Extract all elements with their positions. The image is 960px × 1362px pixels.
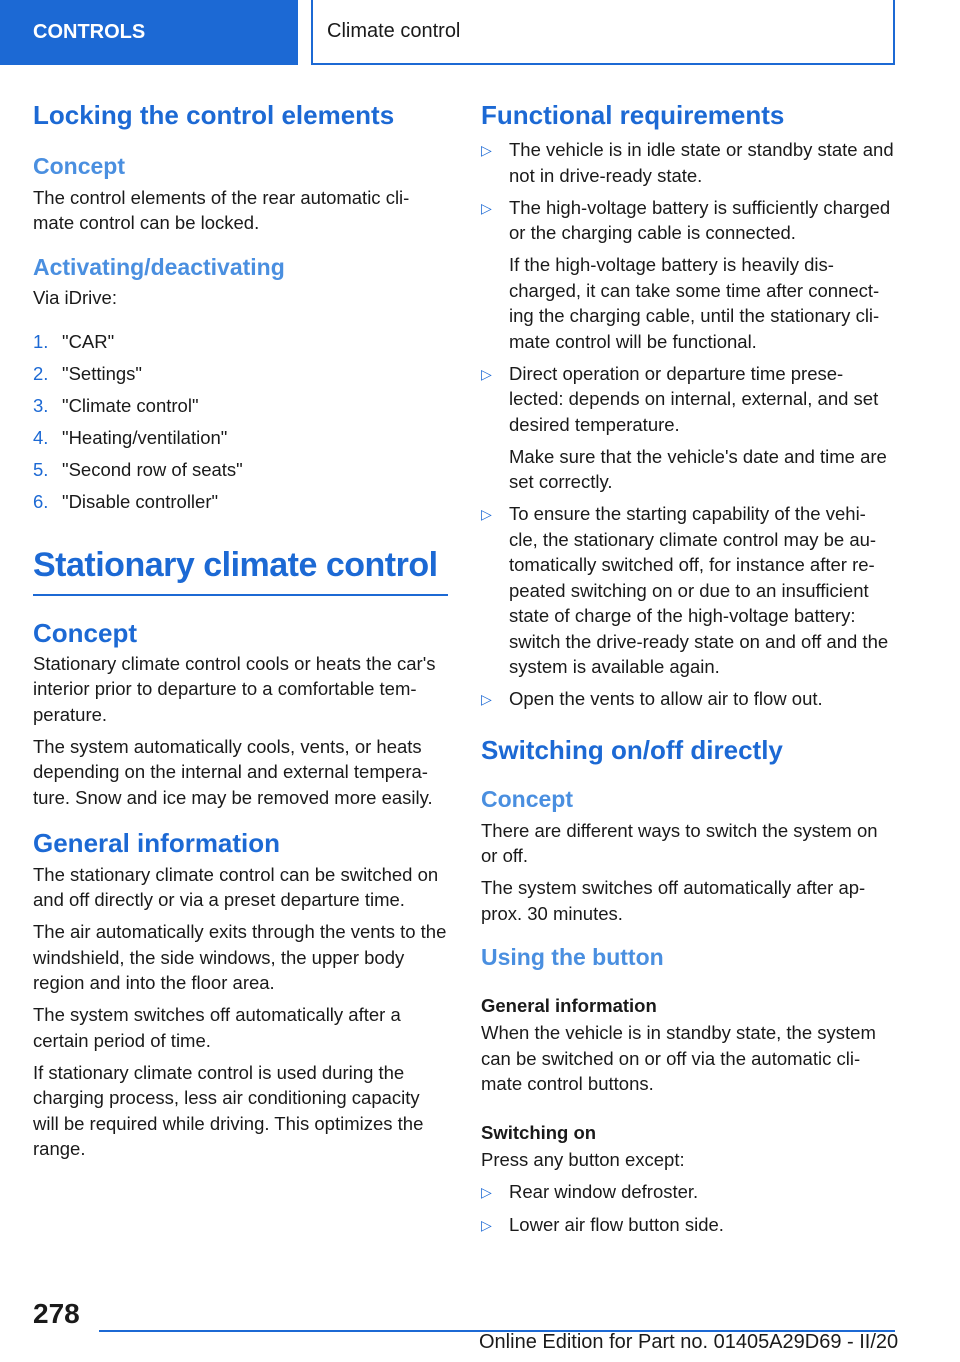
step-text: "Settings" — [62, 362, 142, 384]
general-heading: General information — [33, 828, 281, 859]
requirement-note: Make sure that the vehicle's date and time are set correctly. — [509, 445, 887, 493]
step-number: 2. — [33, 362, 49, 384]
triangle-bullet-icon: ▷ — [481, 1216, 492, 1233]
triangle-bullet-icon: ▷ — [481, 199, 492, 216]
requirement-note: If the high-voltage battery is heavily dis‐ charged, it can take some time after connect‐ ing the charging cable, until the stationary cli‐ mate control will be functional. — [509, 254, 880, 352]
list-item — [33, 361, 448, 387]
list-item — [33, 393, 448, 419]
list-item — [481, 1179, 895, 1206]
list-item — [481, 501, 895, 680]
edition-text: Online Edition for Part no. 01405A29D69 - II/20 — [479, 1331, 899, 1353]
press-text: Press any button except: — [481, 1148, 685, 1170]
chapter-title: Climate control — [327, 20, 461, 42]
list-item — [33, 489, 448, 515]
concept2-paragraph-1: Stationary climate control cools or heats the car's interior prior to departure to a comfortable tem‐ perature. — [33, 652, 436, 725]
section-tab — [0, 0, 298, 65]
exceptions-list — [481, 1179, 895, 1239]
chapter-title-box — [311, 0, 895, 65]
concept2-paragraph-2: The system automatically cools, vents, or heats depending on the internal and external tempera‐ ture. Snow and ice may be removed more easily. — [33, 735, 433, 808]
list-item — [481, 686, 895, 713]
requirements-list — [481, 137, 895, 713]
switching-heading: Switching on/off directly — [481, 735, 783, 766]
step-number: 3. — [33, 394, 49, 416]
button-general-text: When the vehicle is in standby state, the system can be switched on or off via the automatic cli‐ mate control buttons. — [481, 1022, 876, 1095]
switching-concept-paragraph-1: There are different ways to switch the system on or off. — [481, 819, 878, 867]
right-column — [481, 100, 895, 1245]
triangle-bullet-icon: ▷ — [481, 506, 492, 523]
locking-heading: Locking the control elements — [33, 100, 395, 130]
list-item — [33, 457, 448, 483]
page-number: 278 — [33, 1298, 80, 1329]
step-text: "Second row of seats" — [62, 458, 243, 480]
step-text: "Disable controller" — [62, 490, 219, 512]
requirement-text: Open the vents to allow air to flow out. — [509, 688, 823, 710]
activating-heading: Activating/deactivating — [33, 253, 285, 280]
list-item — [33, 329, 448, 355]
step-number: 4. — [33, 426, 49, 448]
concept-text: The control elements of the rear automatic cli‐ mate control can be locked. — [33, 186, 410, 234]
list-item — [481, 195, 895, 355]
step-number: 1. — [33, 330, 49, 352]
concept-heading: Concept — [33, 153, 125, 180]
button-general-heading: General information — [481, 995, 657, 1017]
exception-text: Rear window defroster. — [509, 1180, 699, 1202]
button-heading: Using the button — [481, 944, 664, 971]
general-paragraph-3: The system switches off automatically after a certain period of time. — [33, 1004, 401, 1051]
triangle-bullet-icon: ▷ — [481, 142, 492, 159]
switching-concept-heading: Concept — [481, 786, 573, 813]
triangle-bullet-icon: ▷ — [481, 365, 492, 382]
step-text: "CAR" — [62, 330, 115, 352]
general-paragraph-4: If stationary climate control is used during the charging process, less air conditioning capacity will be required while driving. This optimizes the range. — [33, 1061, 424, 1160]
general-paragraph-2: The air automatically exits through the vents to the windshield, the side windows, the upper body region and into the floor area. — [33, 921, 447, 994]
requirement-text: Direct operation or departure time prese‐ lected: depends on internal, external, and set desired temperature. — [509, 362, 879, 435]
switching-concept-paragraph-2: The system switches off automatically after ap‐ prox. 30 minutes. — [481, 877, 866, 924]
stationary-heading: Stationary climate control — [33, 545, 448, 596]
section-label: CONTROLS — [33, 21, 146, 43]
list-item — [481, 137, 895, 188]
triangle-bullet-icon: ▷ — [481, 1183, 492, 1200]
list-item — [481, 1212, 895, 1239]
requirement-text: The vehicle is in idle state or standby state and not in drive-ready state. — [509, 139, 894, 186]
requirement-text: The high-voltage battery is sufficiently charged or the charging cable is connected. — [509, 196, 891, 244]
step-number: 5. — [33, 458, 49, 480]
requirement-text: To ensure the starting capability of the vehi‐ cle, the stationary climate control may be au‐ tomatically switched off, for instance after re‐ peated switching on or due to an insufficient state of charge of the high-voltage battery: switch the drive-ready state on and off and the system is available again. — [509, 503, 889, 678]
via-idrive-text: Via iDrive: — [33, 287, 117, 309]
list-item — [481, 361, 895, 495]
general-paragraph-1: The stationary climate control can be switched on and off directly or via a preset departure time. — [33, 863, 439, 911]
idrive-steps-list — [33, 329, 448, 515]
functional-heading: Functional requirements — [481, 100, 785, 130]
triangle-bullet-icon: ▷ — [481, 691, 492, 708]
switching-on-heading: Switching on — [481, 1121, 597, 1143]
list-item — [33, 425, 448, 451]
step-text: "Climate control" — [62, 394, 199, 416]
step-number: 6. — [33, 490, 49, 512]
concept2-heading: Concept — [33, 617, 137, 648]
left-column — [33, 100, 448, 1162]
step-text: "Heating/ventilation" — [62, 426, 228, 448]
exception-text: Lower air flow button side. — [509, 1213, 724, 1235]
